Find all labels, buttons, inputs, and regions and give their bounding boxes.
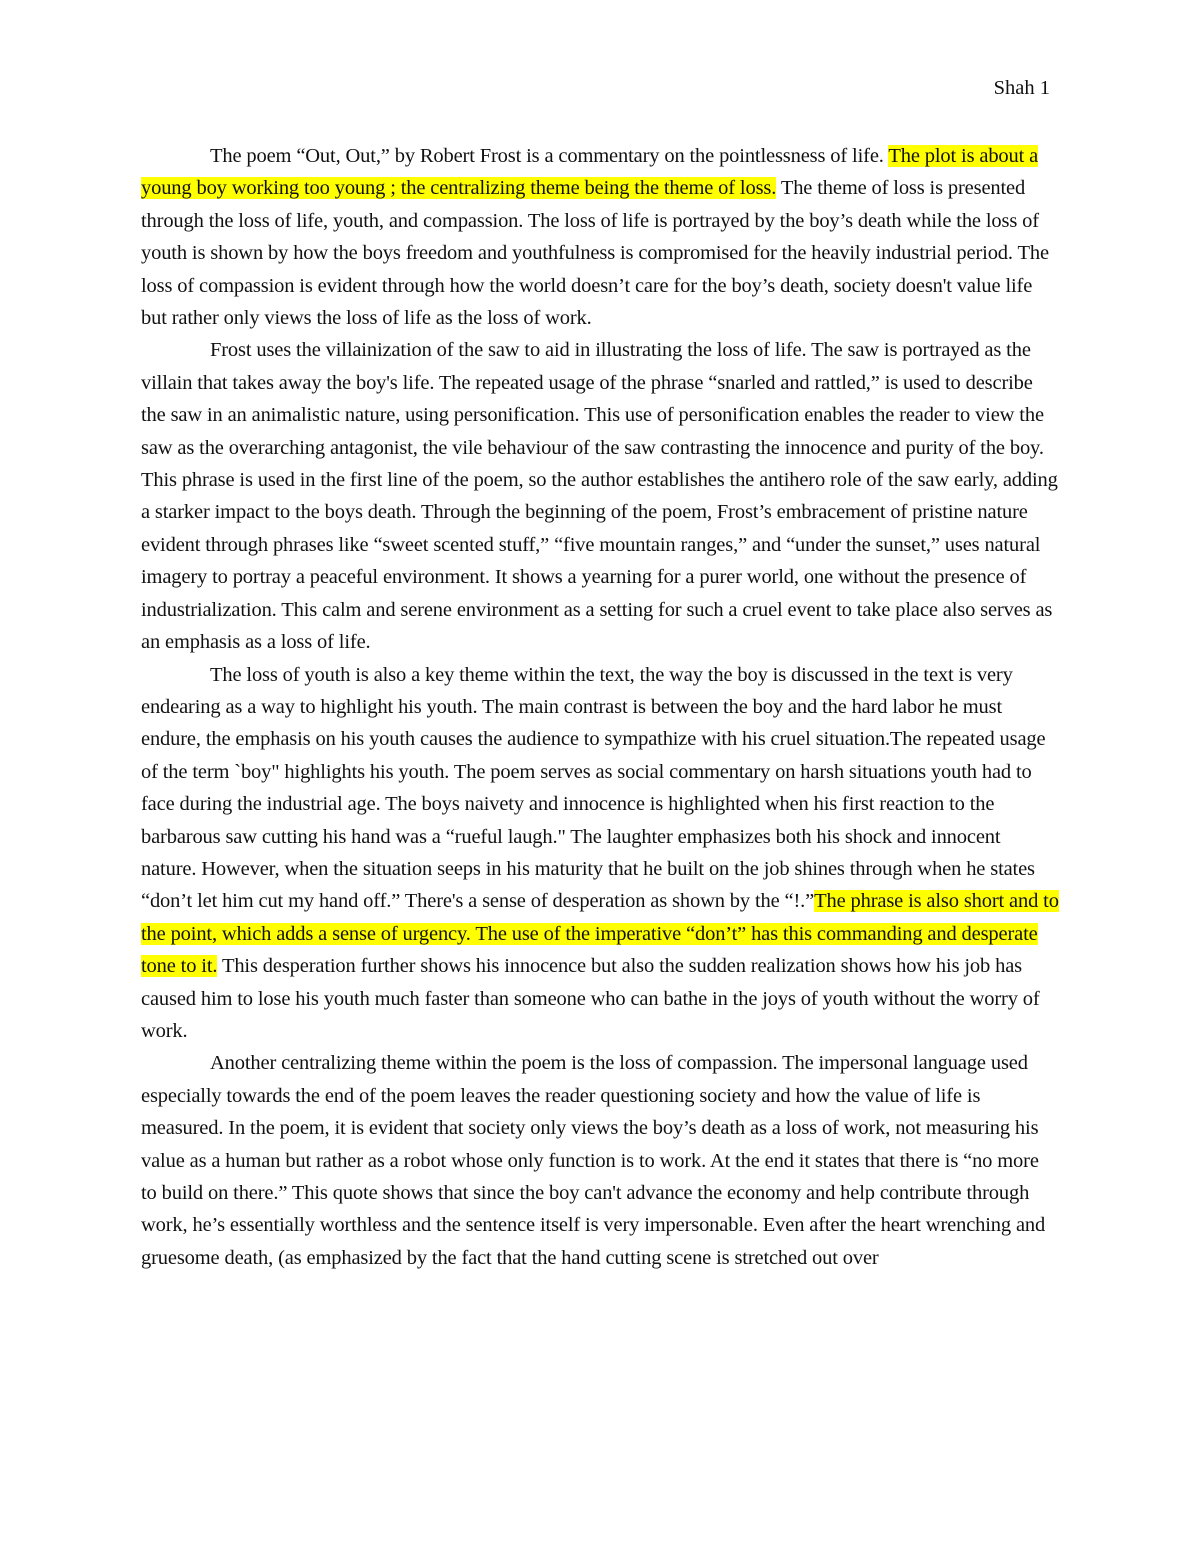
paragraph-2 xyxy=(141,334,1059,658)
paragraph-4 xyxy=(141,1047,1059,1274)
paragraph-1 xyxy=(141,140,1059,334)
paragraph-4-text: Another centralizing theme within the poem is the loss of compassion. The impersonal language used especially towards the end of the poem leaves the reader questioning society and how the value of life is measured. In the poem, it is evident that society only views the boy’s death as a loss of work, not measuring his value as a human but rather as a robot whose only function is to work. At the end it states that there is “no more to build on there.” This quote shows that since the boy can't advance the economy and help contribute through work, he’s essentially worthless and the sentence itself is very impersonable. Even after the heart wrenching and gruesome death, (as emphasized by the fact that the hand cutting scene is stretched out over xyxy=(141,1052,1046,1269)
paragraph-3-highlighted-text: The phrase is also short and to the point, which adds a sense of urgency. The use of the imperative “don’t” has this commanding and desperate tone to it. xyxy=(141,890,1059,978)
page-number-label: Shah 1 xyxy=(993,77,1050,99)
paragraph-1-text: The poem “Out, Out,” by Robert Frost is a commentary on the pointlessness of life. xyxy=(210,145,889,167)
paragraph-1-text-cont: The theme of loss is presented through the loss of life, youth, and compassion. The loss of life is portrayed by the boy’s death while the loss of youth is shown by how the boys freedom and youthfulness is compromised for the heavily industrial period. The loss of compassion is evident through how the world doesn’t care for the boy’s death, society doesn't value life but rather only views the loss of life as the loss of work. xyxy=(141,177,1049,330)
paragraph-3-text-cont: This desperation further shows his innocence but also the sudden realization shows how his job has caused him to lose his youth much faster than someone who can bathe in the joys of youth without the worry of work. xyxy=(141,955,1040,1042)
paragraph-2-text: Frost uses the villainization of the saw to aid in illustrating the loss of life. The saw is portrayed as the villain that takes away the boy's life. The repeated usage of the phrase “snarled and rattled,” is used to describe the saw in an animalistic nature, using personification. This use of personification enables the reader to view the saw as the overarching antagonist, the vile behaviour of the saw contrasting the innocence and purity of the boy. This phrase is used in the first line of the poem, so the author establishes the antihero role of the saw early, adding a starker impact to the boys death. Through the beginning of the poem, Frost’s embracement of pristine nature evident through phrases like “sweet scented stuff,” “five mountain ranges,” and “under the sunset,” uses natural imagery to portray a peaceful environment. It shows a yearning for a purer world, one without the presence of industrialization. This calm and serene environment as a setting for such a cruel event to take place also serves as an emphasis as a loss of life. xyxy=(141,339,1058,654)
paragraph-1-highlighted-text: The plot is about a young boy working too young ; the centralizing theme being the theme of loss. xyxy=(141,145,1039,200)
page-header xyxy=(994,72,1050,104)
paragraph-3 xyxy=(141,659,1059,1048)
paragraph-3-text: The loss of youth is also a key theme within the text, the way the boy is discussed in the text is very endearing as a way to highlight his youth. The main contrast is between the boy and the hard labor he must endure, the emphasis on his youth causes the audience to sympathize with his cruel situation.The repeated usage of the term `boy" highlights his youth. The poem serves as social commentary on harsh situations youth had to face during the industrial age. The boys naivety and innocence is highlighted when his first reaction to the barbarous saw cutting his hand was a “rueful laugh." The laughter emphasizes both his shock and innocent nature. However, when the situation seeps in his maturity that he built on the job shines through when he states “don’t let him cut my hand off.” There's a sense of desperation as shown by the “!.” xyxy=(141,663,1046,913)
essay-body xyxy=(141,140,1059,1274)
